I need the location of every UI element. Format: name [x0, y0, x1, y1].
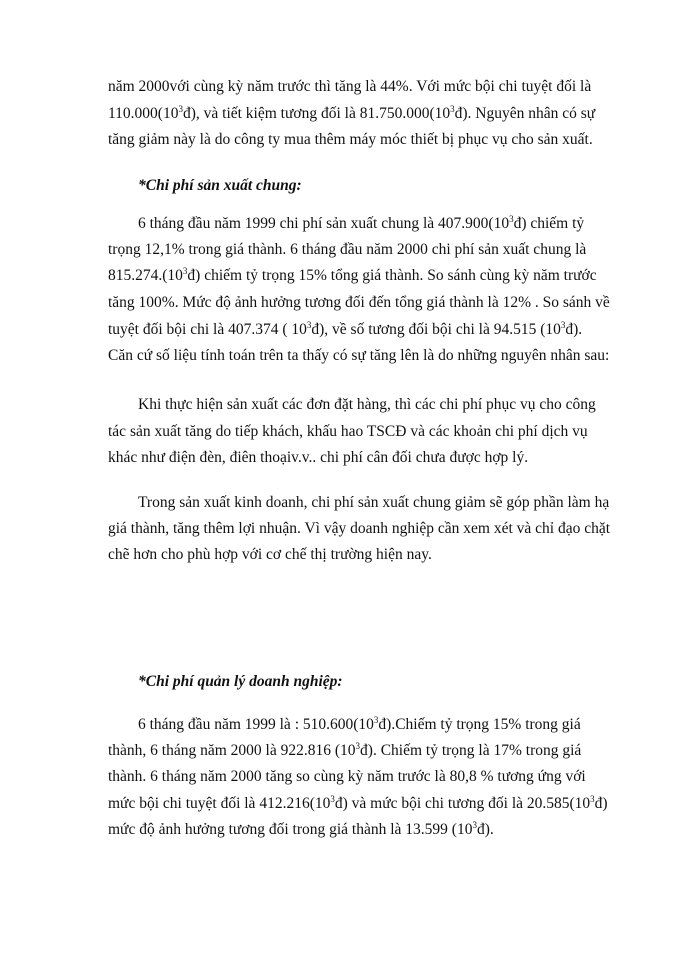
- text-run: đ), về số tương đối bội chi là 94.515 (10: [311, 321, 561, 338]
- general-p1-line-2: [108, 240, 586, 260]
- text-run: mức bội chi tuyệt đối là 412.216(10: [108, 795, 331, 812]
- admin-p1-line-4: [108, 794, 608, 814]
- general-p3-line-2: [108, 519, 610, 539]
- text-run: 6 tháng đầu năm 1999 là : 510.600(10: [138, 716, 374, 733]
- section-heading-general-costs: *Chi phí sản xuất chung:: [138, 177, 302, 194]
- text-run: 6 tháng đầu năm 1999 chi phí sản xuất chung là 407.900(10: [138, 215, 510, 232]
- exponent: 3: [306, 320, 312, 330]
- exponent: 3: [330, 794, 335, 804]
- exponent: 3: [450, 104, 455, 114]
- text-run: tuyệt đối bội chi là 407.374 ( 10: [108, 321, 307, 338]
- text-run: đ). Nguyên nhân có sự: [454, 105, 596, 122]
- exponent: 3: [590, 794, 595, 804]
- general-p1-line-3: [108, 266, 597, 286]
- exponent: 3: [178, 104, 183, 114]
- text-run: mức độ ảnh hưởng tương đối trong giá thành là 13.599 (10: [108, 821, 473, 838]
- text-run: đ).Chiếm tỷ trọng 15% trong giá: [378, 716, 581, 733]
- general-p1-line-1: [138, 214, 584, 234]
- text-run: đ).: [565, 321, 583, 338]
- text-run: đ) chiếm tỷ trọng 15% tổng giá thành. So sánh cùng kỳ năm trước: [187, 267, 597, 284]
- text-run: đ).: [476, 821, 494, 838]
- general-p2-line-1: [138, 395, 596, 415]
- text-run: thành. 6 tháng năm 2000 tăng so cùng kỳ năm trước là 80,8 % tương ứng với: [108, 768, 586, 785]
- text-run: khác như điện đèn, điên thoạiv.v.. chi phí cân đối chưa được hợp lý.: [108, 449, 529, 466]
- exponent: 3: [373, 715, 379, 725]
- text-run: đ) và mức bội chi tương đối là 20.585(10: [334, 795, 591, 812]
- general-p2-line-3: [108, 448, 528, 468]
- section-heading-admin-costs: *Chi phí quản lý doanh nghiệp:: [138, 673, 343, 690]
- intro-line-1: [108, 77, 591, 97]
- text-run: đ). Chiếm tỷ trọng là 17% trong giá: [360, 742, 582, 759]
- exponent: 3: [560, 320, 566, 330]
- text-run: 815.274.(10: [108, 267, 183, 284]
- general-p3-line-1: [138, 493, 609, 513]
- exponent: 3: [472, 820, 477, 830]
- admin-p1-line-2: [108, 741, 581, 761]
- intro-line-2: [108, 104, 595, 124]
- text-run: đ) chiếm tỷ: [513, 215, 585, 232]
- general-p1-line-4: [108, 293, 610, 313]
- general-p3-line-3: [108, 545, 432, 565]
- exponent: 3: [509, 214, 514, 224]
- exponent: 3: [355, 741, 361, 751]
- text-run: 110.000(10: [108, 105, 179, 122]
- text-run: tăng giảm này là do công ty mua thêm máy móc thiết bị phục vụ cho sản xuất.: [108, 131, 593, 148]
- text-run: tăng 100%. Mức độ ảnh hưởng tương đối đến tổng giá thành là 12% . So sánh về: [108, 294, 610, 311]
- general-p1-line-5: [108, 320, 582, 340]
- general-p2-line-2: [108, 422, 588, 442]
- text-run: giá thành, tăng thêm lợi nhuận. Vì vậy doanh nghiệp cần xem xét và chỉ đạo chặt: [108, 520, 611, 537]
- text-run: Khi thực hiện sản xuất các đơn đặt hàng, thì các chi phí phục vụ cho công: [138, 396, 596, 413]
- text-run: chẽ hơn cho phù hợp với cơ chế thị trường hiện nay.: [108, 546, 432, 563]
- intro-line-3: [108, 130, 593, 150]
- text-run: đ), và tiết kiệm tương đối là 81.750.000(10: [182, 105, 451, 122]
- text-run: thành, 6 tháng năm 2000 là 922.816 (10: [108, 742, 356, 759]
- text-run: đ): [594, 795, 608, 812]
- text-run: Trong sản xuất kinh doanh, chi phí sản xuất chung giảm sẽ góp phần làm hạ: [138, 494, 610, 511]
- text-run: Căn cứ số liệu tính toán trên ta thấy có sự tăng lên là do những nguyên nhân sau:: [108, 347, 610, 364]
- exponent: 3: [182, 266, 188, 276]
- text-run: năm 2000với cùng kỳ năm trước thì tăng là 44%. Với mức bội chi tuyệt đối là: [108, 78, 592, 95]
- general-p1-line-6: [108, 346, 609, 366]
- text-run: trọng 12,1% trong giá thành. 6 tháng đầu năm 2000 chi phí sản xuất chung là: [108, 241, 587, 258]
- admin-p1-line-3: [108, 767, 586, 787]
- text-run: tác sản xuất tăng do tiếp khách, khấu hao TSCĐ và các khoản chi phí dịch vụ: [108, 423, 588, 440]
- admin-p1-line-1: [138, 715, 581, 735]
- admin-p1-line-5: [108, 820, 494, 840]
